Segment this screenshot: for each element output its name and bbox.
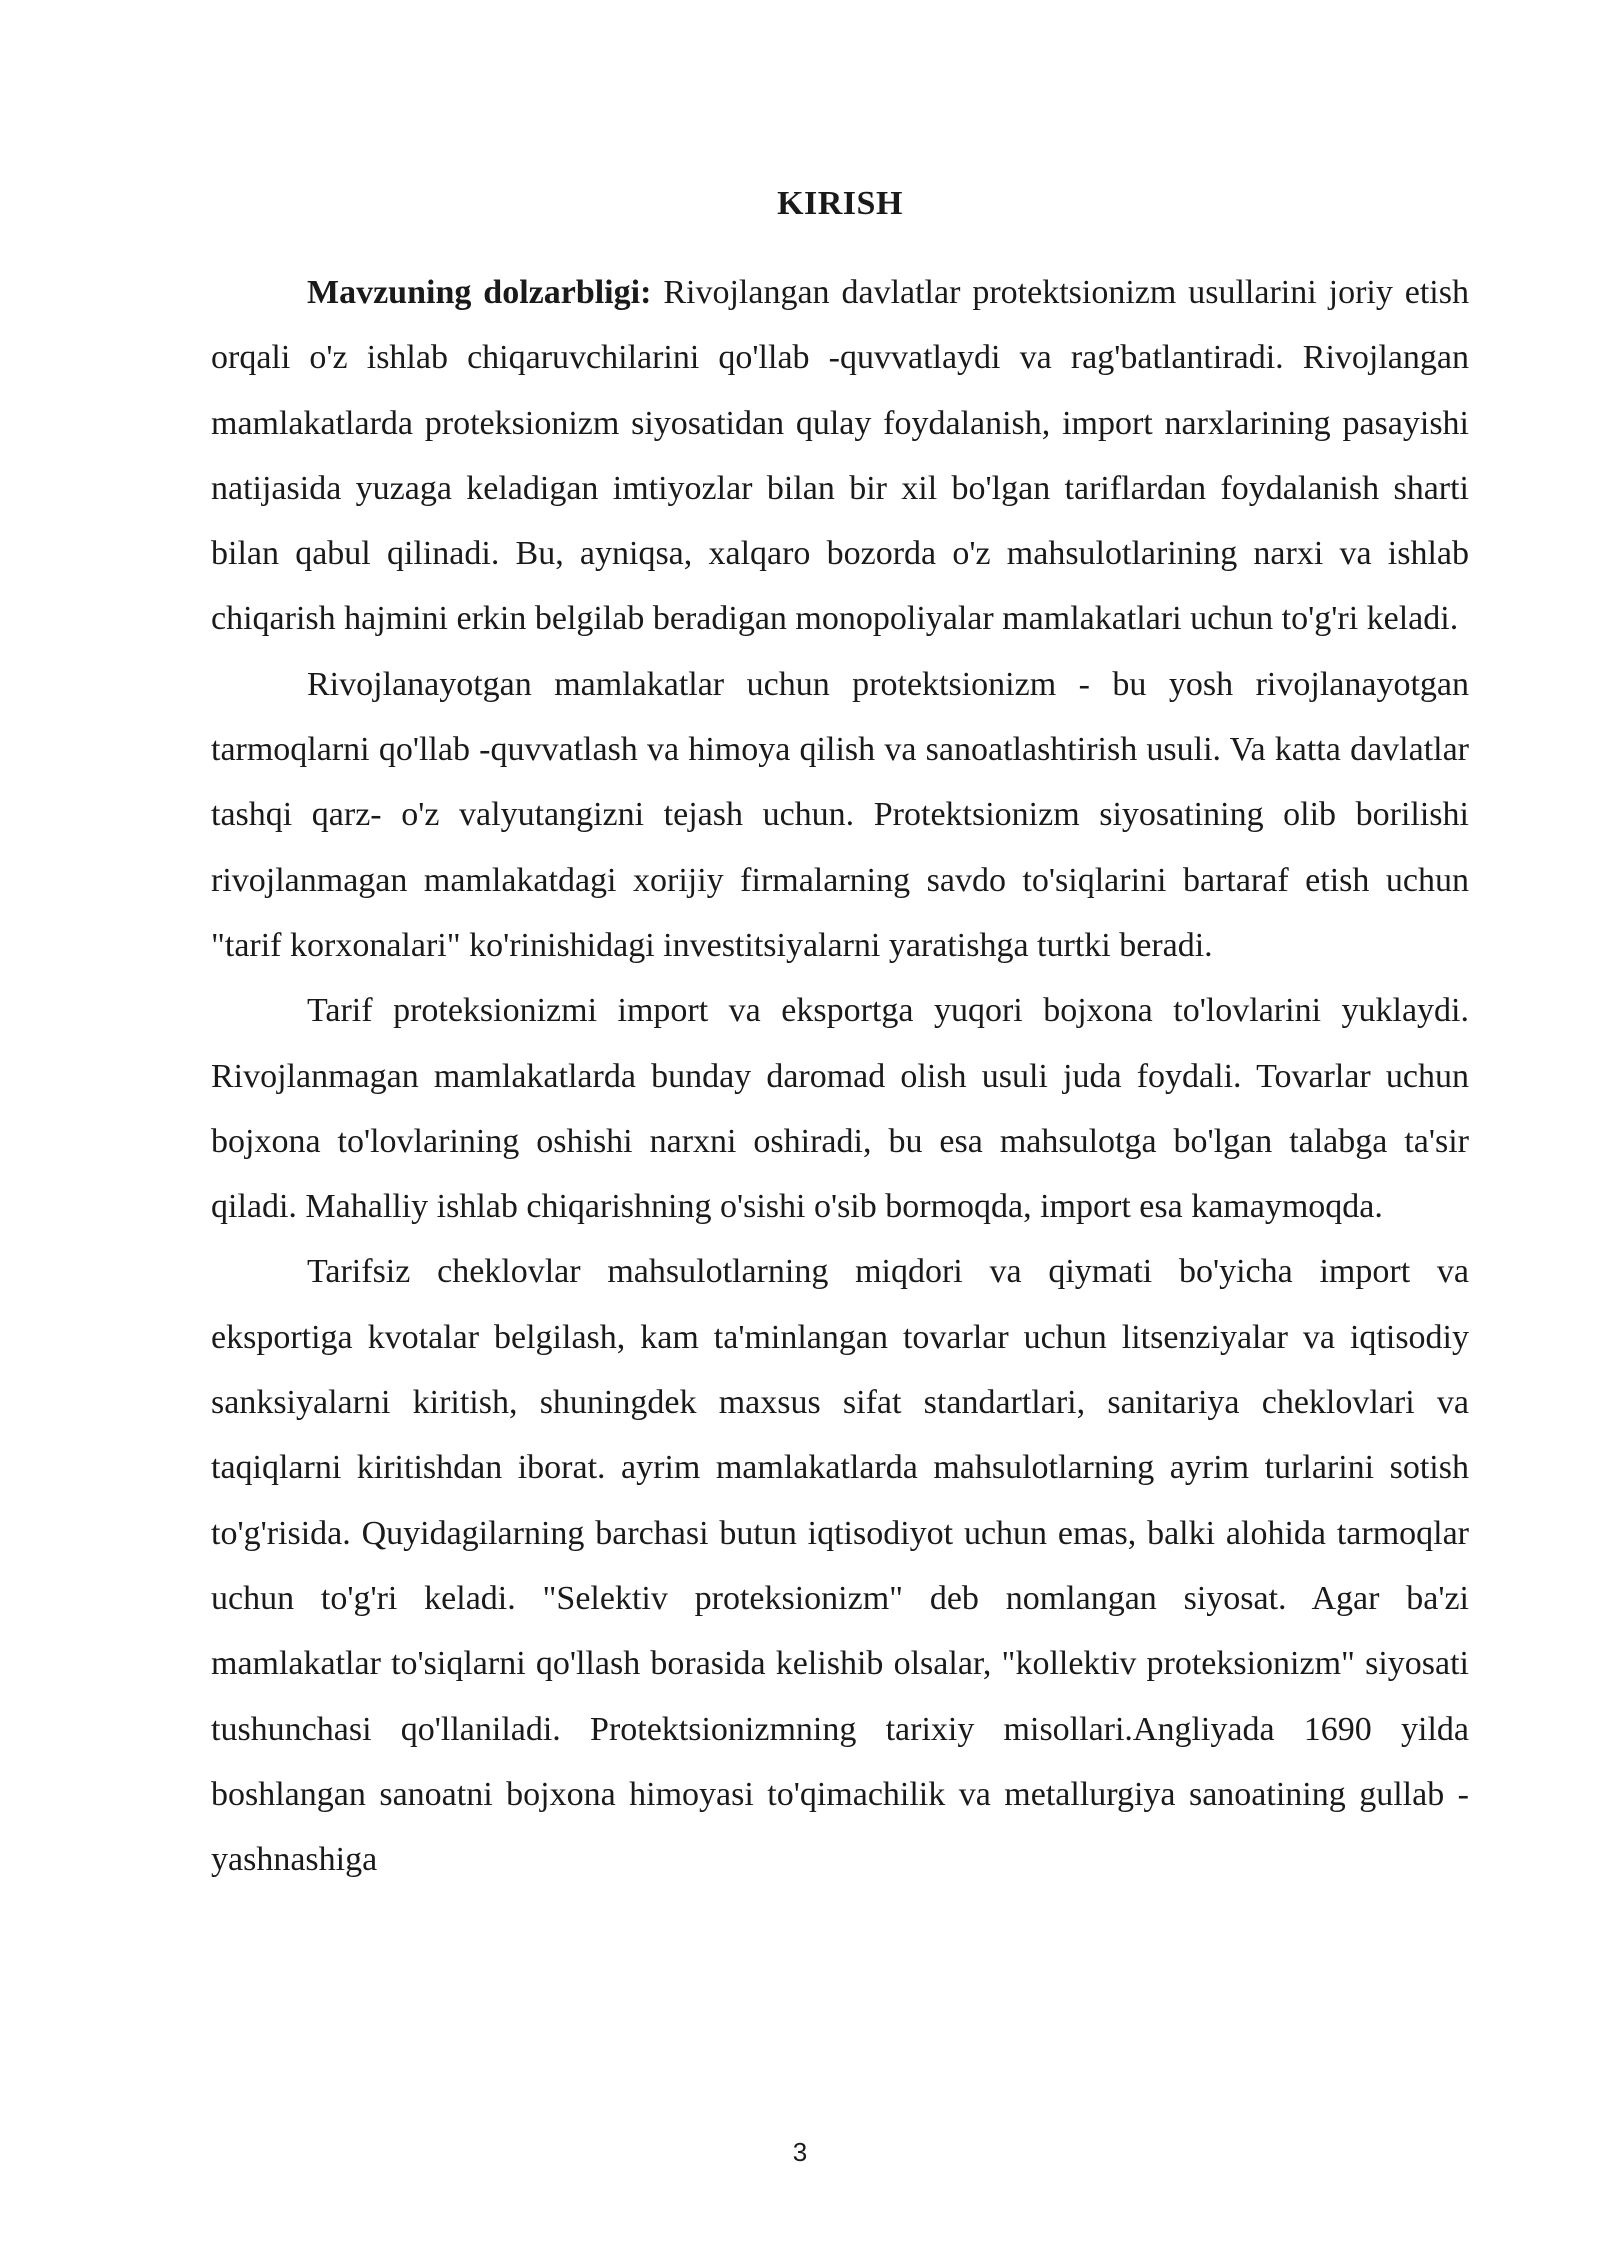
- document-page: [211, 180, 1469, 1892]
- paragraph-text: Rivojlangan davlatlar protektsionizm usullarini joriy etish orqali o'z ishlab chiqaruvchilarini qo'llab -quvvatlaydi va rag'batlantiradi. Rivojlangan mamlakatlarda proteksionizm siyosatidan qulay foydalanish, import narxlarining pasayishi natijasida yuzaga keladigan imtiyozlar bilan bir xil bo'lgan tariflardan foydalanish sharti bilan qabul qilinadi. Bu, ayniqsa, xalqaro bozorda o'z mahsulotlarining narxi va ishlab chiqarish hajmini erkin belgilab beradigan monopoliyalar mamlakatlari uchun to'g'ri keladi.: [211, 274, 1469, 638]
- paragraph-relevance: [211, 260, 1469, 652]
- page-number: 3: [792, 2137, 808, 2167]
- paragraph-developing-countries: Rivojlanayotgan mamlakatlar uchun protektsionizm - bu yosh rivojlanayotgan tarmoqlarni qo'llab -quvvatlash va himoya qilish va sanoatlashtirish usuli. Va katta davlatlar tashqi qarz- o'z valyutangizni tejash uchun. Protektsionizm siyosatining olib borilishi rivojlanmagan mamlakatdagi xorijiy firmalarning savdo to'siqlarini bartaraf etish uchun "tarif korxonalari" ko'rinishidagi investitsiyalarni yaratishga turtki beradi.: [211, 665, 1469, 964]
- section-title: KIRISH: [777, 185, 903, 222]
- paragraph-non-tariff-restrictions: Tarifsiz cheklovlar mahsulotlarning miqdori va qiymati bo'yicha import va eksportiga kvotalar belgilash, kam ta'minlangan tovarlar uchun litsenziyalar va iqtisodiy sanksiyalarni kiritish, shuningdek maxsus sifat standartlari, sanitariya cheklovlari va taqiqlarni kiritishdan iborat. ayrim mamlakatlarda mahsulotlarning ayrim turlarini sotish to'g'risida. Quyidagilarning barchasi butun iqtisodiyot uchun emas, balki alohida tarmoqlar uchun to'g'ri keladi. "Selektiv proteksionizm" deb nomlangan siyosat. Agar ba'zi mamlakatlar to'siqlarni qo'llash borasida kelishib olsalar, "kollektiv proteksionizm" siyosati tushunchasi qo'llaniladi. Protektsionizmning tarixiy misollari.Angliyada 1690 yilda boshlangan sanoatni bojxona himoyasi to'qimachilik va metallurgiya sanoatining gullab -yashnashiga: [211, 1253, 1469, 1879]
- paragraph-lead: Mavzuning dolzarbligi:: [307, 274, 652, 311]
- paragraph-tariff-protectionism: Tarif proteksionizmi import va eksportga yuqori bojxona to'lovlarini yuklaydi. Rivojlanmagan mamlakatlarda bunday daromad olish usuli juda foydali. Tovarlar uchun bojxona to'lovlarining oshishi narxni oshiradi, bu esa mahsulotga bo'lgan talabga ta'sir qiladi. Mahalliy ishlab chiqarishning o'sishi o'sib bormoqda, import esa kamaymoqda.: [211, 992, 1469, 1226]
